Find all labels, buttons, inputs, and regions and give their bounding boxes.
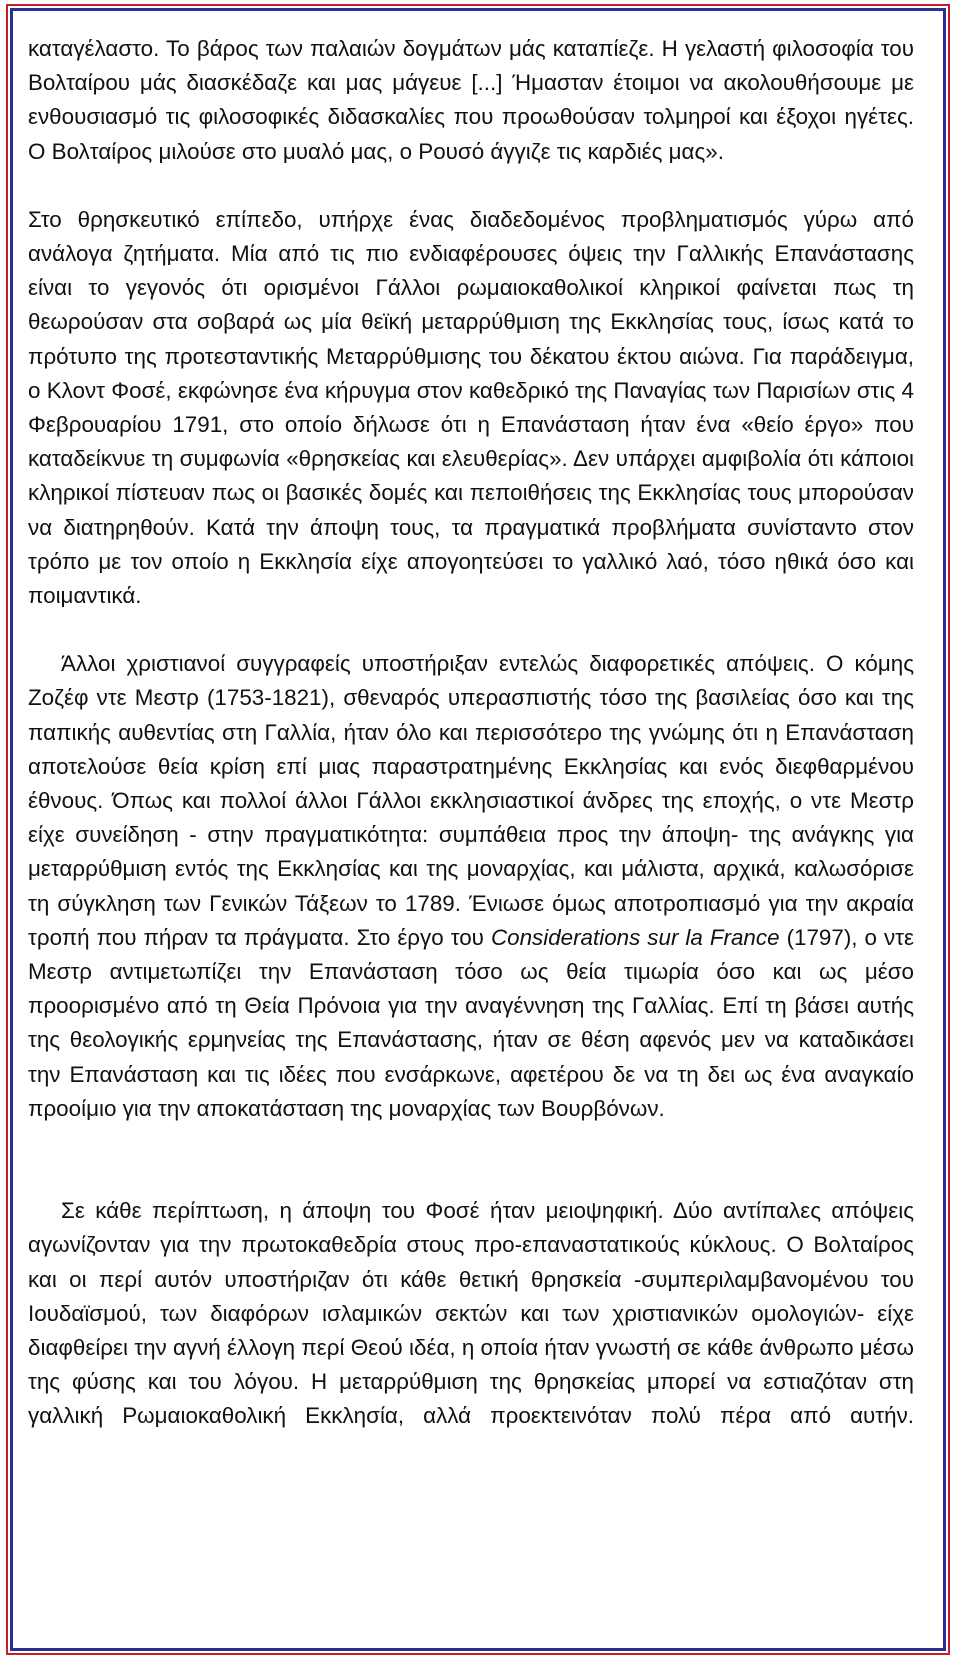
paragraph-fauchet-minority: Σε κάθε περίπτωση, η άποψη του Φοσέ ήταν μειοψηφική. Δύο αντίπαλες απόψεις αγωνίζονταν για την πρωτοκαθεδρία στους προ-επαναστατικούς κύκλους. Ο Βολταίρος και οι περί αυτόν υποστήριζαν ότι κάθε θετική θρησκεία -συμπεριλαμβανομένου του Ιουδαϊσμού, των διαφόρων ισλαμικών σεκτών και των χριστιανικών ομολογιών- είχε διαφθείρει την αγνή έλλογη περί Θεού ιδέα, η οποία ήταν γνωστή σε κάθε άνθρωπο μέσω της φύσης και του λόγου. Η μεταρρύθμιση της θρησκείας μπορεί να εστιαζόταν στη γαλλική Ρωμαιοκαθολική Εκκλησία, αλλά προεκτεινόταν πολύ πέρα από αυτήν. <box>28 1198 914 1429</box>
de-maistre-text-after: (1797), ο ντε Μεστρ αντιμετωπίζει την Επανάσταση τόσο ως θεία τιμωρία όσο και ως μέσο προορισμένο από τη Θεία Πρόνοια για την αναγέννηση της Γαλλίας. Επί τη βάσει αυτής της θεολογικής ερμηνείας της Επανάστασης, ήταν σε θέση αφενός μεν να καταδικάσει την Επανάσταση και τις ιδέες που ενσάρκωνε, αφετέρου δε να τη δει ως ένα αναγκαίο προοίμιο για την αποκατάσταση της μοναρχίας των Βουρβόνων. <box>28 924 914 1121</box>
paragraph-religious-level: Στο θρησκευτικό επίπεδο, υπήρχε ένας διαδεδομένος προβληματισμός γύρω από ανάλογα ζητήματα. Μία από τις πιο ενδιαφέρουσες όψεις την Γαλλικής Επανάστασης είναι το γεγονός ότι ορισμένοι Γάλλοι ρωμαιοκαθολικοί κληρικοί φαίνεται πως τη θεωρούσαν στα σοβαρά ως μία θεϊκή μεταρρύθμιση της Εκκλησίας τους, ίσως κατά το πρότυπο της προτεσταντικής Μεταρρύθμισης του δέκατου έκτου αιώνα. Για παράδειγμα, ο Κλοντ Φοσέ, εκφώνησε ένα κήρυγμα στον καθεδρικό της Παναγίας των Παρισίων στις 4 Φεβρουαρίου 1791, στο οποίο δήλωσε ότι η Επανάσταση ήταν ένα «θείο έργο» που καταδείκνυε τη συμφωνία «θρησκείας και ελευθερίας». Δεν υπάρχει αμφιβολία ότι κάποιοι κληρικοί πίστευαν πως οι βασικές δομές και πεποιθήσεις της Εκκλησίας τους μπορούσαν να διατηρηθούν. Κατά την άποψη τους, τα πραγματικά προβλήματα συνίσταντο στον τρόπο με τον οποίο η Εκκλησία είχε απογοητεύσει το γαλλικό λαό, τόσο ηθικά όσο και ποιμαντικά. <box>28 206 914 609</box>
paragraph-voltaire-quote: καταγέλαστο. Το βάρος των παλαιών δογμάτων μάς καταπίεζε. Η γελαστή φιλοσοφία του Βολταίρου μάς διασκέδαζε και μας μάγευε [...] Ήμασταν έτοιμοι να ακολουθήσουμε με ενθουσιασμό τις φιλοσοφικές διδασκαλίες που προωθούσαν τολμηροί και έξοχοι ηγέτες. Ο Βολταίρος μιλούσε στο μυαλό μας, ο Ρουσό άγγιζε τις καρδιές μας». <box>28 36 914 164</box>
book-title-considerations: Considerations sur la France <box>490 924 780 950</box>
de-maistre-text-before: Άλλοι χριστιανοί συγγραφείς υποστήριξαν εντελώς διαφορετικές απόψεις. Ο κόμης Ζοζέφ ντε Μεστρ (1753-1821), σθεναρός υπερασπιστής τόσο της βασιλείας όσο και της παπικής αυθεντίας στη Γαλλία, ήταν όλο και περισσότερο της γνώμης ότι η Επανάσταση αποτελούσε θεία κρίση επί μιας παραστρατημένης Εκκλησίας και ενός διεφθαρμένου έθνους. Όπως και πολλοί άλλοι Γάλλοι εκκλησιαστικοί άνδρες της εποχής, ο ντε Μεστρ είχε συνείδηση - στην πραγματικότητα: συμπάθεια προς την άποψη- της ανάγκης για μεταρρύθμιση εντός της Εκκλησίας και της μοναρχίας, και μάλιστα, αρχικά, καλωσόρισε τη σύγκληση των Γενικών Τάξεων το 1789. Ένιωσε όμως αποτροπιασμό για την ακραία τροπή που πήραν τα πράγματα. Στο έργο του <box>28 651 914 950</box>
document-body <box>28 32 914 1434</box>
paragraph-de-maistre <box>28 647 914 1126</box>
